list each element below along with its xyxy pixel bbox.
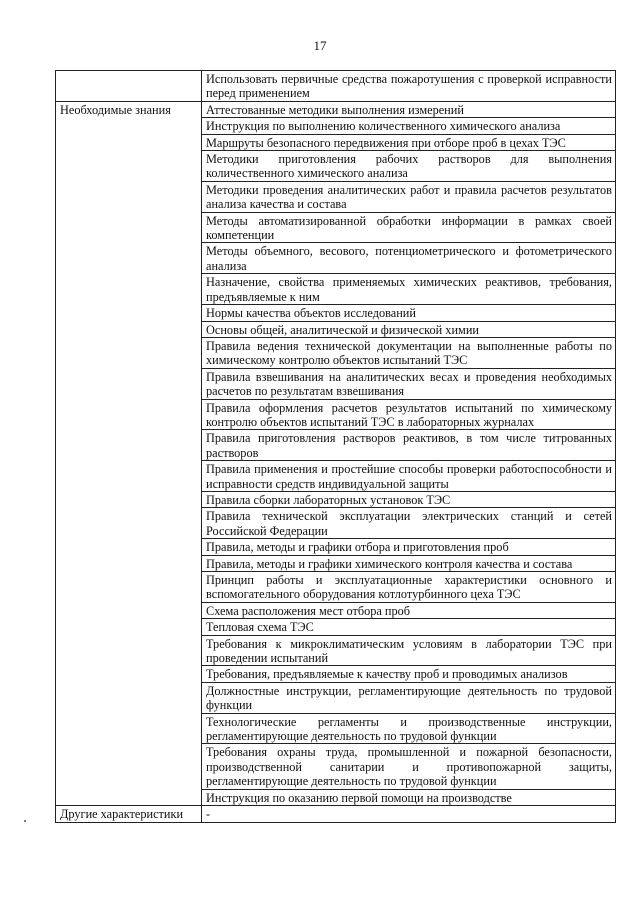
knowledge-item: Требования, предъявляемые к качеству проб и проводимых анализов	[202, 666, 616, 682]
knowledge-item: Правила, методы и графики отбора и приготовления проб	[202, 539, 616, 555]
knowledge-item: Правила ведения технической документации на выполненные работы по химическому контролю объектов испытаний ТЭС	[202, 337, 616, 368]
other-characteristics-value: -	[202, 806, 616, 822]
knowledge-item: Правила оформления расчетов результатов испытаний по химическому контролю объектов испытаний ТЭС в лабораторных журналах	[202, 399, 616, 430]
table-row	[56, 101, 616, 117]
scan-dot	[24, 820, 26, 822]
knowledge-item: Принцип работы и эксплуатационные характеристики основного и вспомогательного оборудования котлотурбинного цеха ТЭС	[202, 572, 616, 603]
table-row	[56, 806, 616, 822]
table-row	[56, 71, 616, 102]
knowledge-item: Технологические регламенты и производственные инструкции, регламентирующие деятельность по трудовой функции	[202, 713, 616, 744]
knowledge-item: Правила технической эксплуатации электрических станций и сетей Российской Федерации	[202, 508, 616, 539]
other-section	[56, 806, 616, 822]
knowledge-label: Необходимые знания	[56, 101, 202, 805]
knowledge-item: Требования к микроклиматическим условиям в лаборатории ТЭС при проведении испытаний	[202, 635, 616, 666]
knowledge-item: Схема расположения мест отбора проб	[202, 602, 616, 618]
knowledge-section	[56, 101, 616, 805]
knowledge-item: Основы общей, аналитической и физической химии	[202, 321, 616, 337]
knowledge-item: Должностные инструкции, регламентирующие деятельность по трудовой функции	[202, 682, 616, 713]
knowledge-item: Правила сборки лабораторных установок ТЭС	[202, 491, 616, 507]
knowledge-item: Аттестованные методики выполнения измерений	[202, 101, 616, 117]
row-label-empty	[56, 71, 202, 102]
other-characteristics-label: Другие характеристики	[56, 806, 202, 822]
knowledge-item: Инструкция по выполнению количественного химического анализа	[202, 118, 616, 134]
knowledge-item: Маршруты безопасного передвижения при отборе проб в цехах ТЭС	[202, 134, 616, 150]
knowledge-item: Методики проведения аналитических работ и правила расчетов результатов анализа качества и состава	[202, 181, 616, 212]
knowledge-item: Методики приготовления рабочих растворов для выполнения количественного химического анализа	[202, 151, 616, 182]
knowledge-item: Правила, методы и графики химического контроля качества и состава	[202, 555, 616, 571]
knowledge-item: Тепловая схема ТЭС	[202, 619, 616, 635]
knowledge-item: Методы автоматизированной обработки информации в рамках своей компетенции	[202, 212, 616, 243]
knowledge-item: Инструкция по оказанию первой помощи на производстве	[202, 789, 616, 805]
knowledge-item: Требования охраны труда, промышленной и пожарной безопасности, производственной санитарии и противопожарной защиты, регламентирующие деятельность по трудовой функции	[202, 744, 616, 789]
knowledge-item: Правила приготовления растворов реактивов, в том числе титрованных растворов	[202, 430, 616, 461]
skill-item: Использовать первичные средства пожаротушения с проверкой исправности перед применением	[202, 71, 616, 102]
knowledge-item: Правила взвешивания на аналитических весах и проведения необходимых расчетов по результатам взвешивания	[202, 368, 616, 399]
requirements-table-body	[56, 71, 616, 102]
knowledge-item: Назначение, свойства применяемых химических реактивов, требования, предъявляемые к ним	[202, 274, 616, 305]
requirements-table	[55, 70, 616, 823]
page-number: 17	[313, 38, 327, 53]
knowledge-item: Методы объемного, весового, потенциометрического и фотометрического анализа	[202, 243, 616, 274]
knowledge-item: Нормы качества объектов исследований	[202, 305, 616, 321]
knowledge-item: Правила применения и простейшие способы проверки работоспособности и исправности средств индивидуальной защиты	[202, 461, 616, 492]
